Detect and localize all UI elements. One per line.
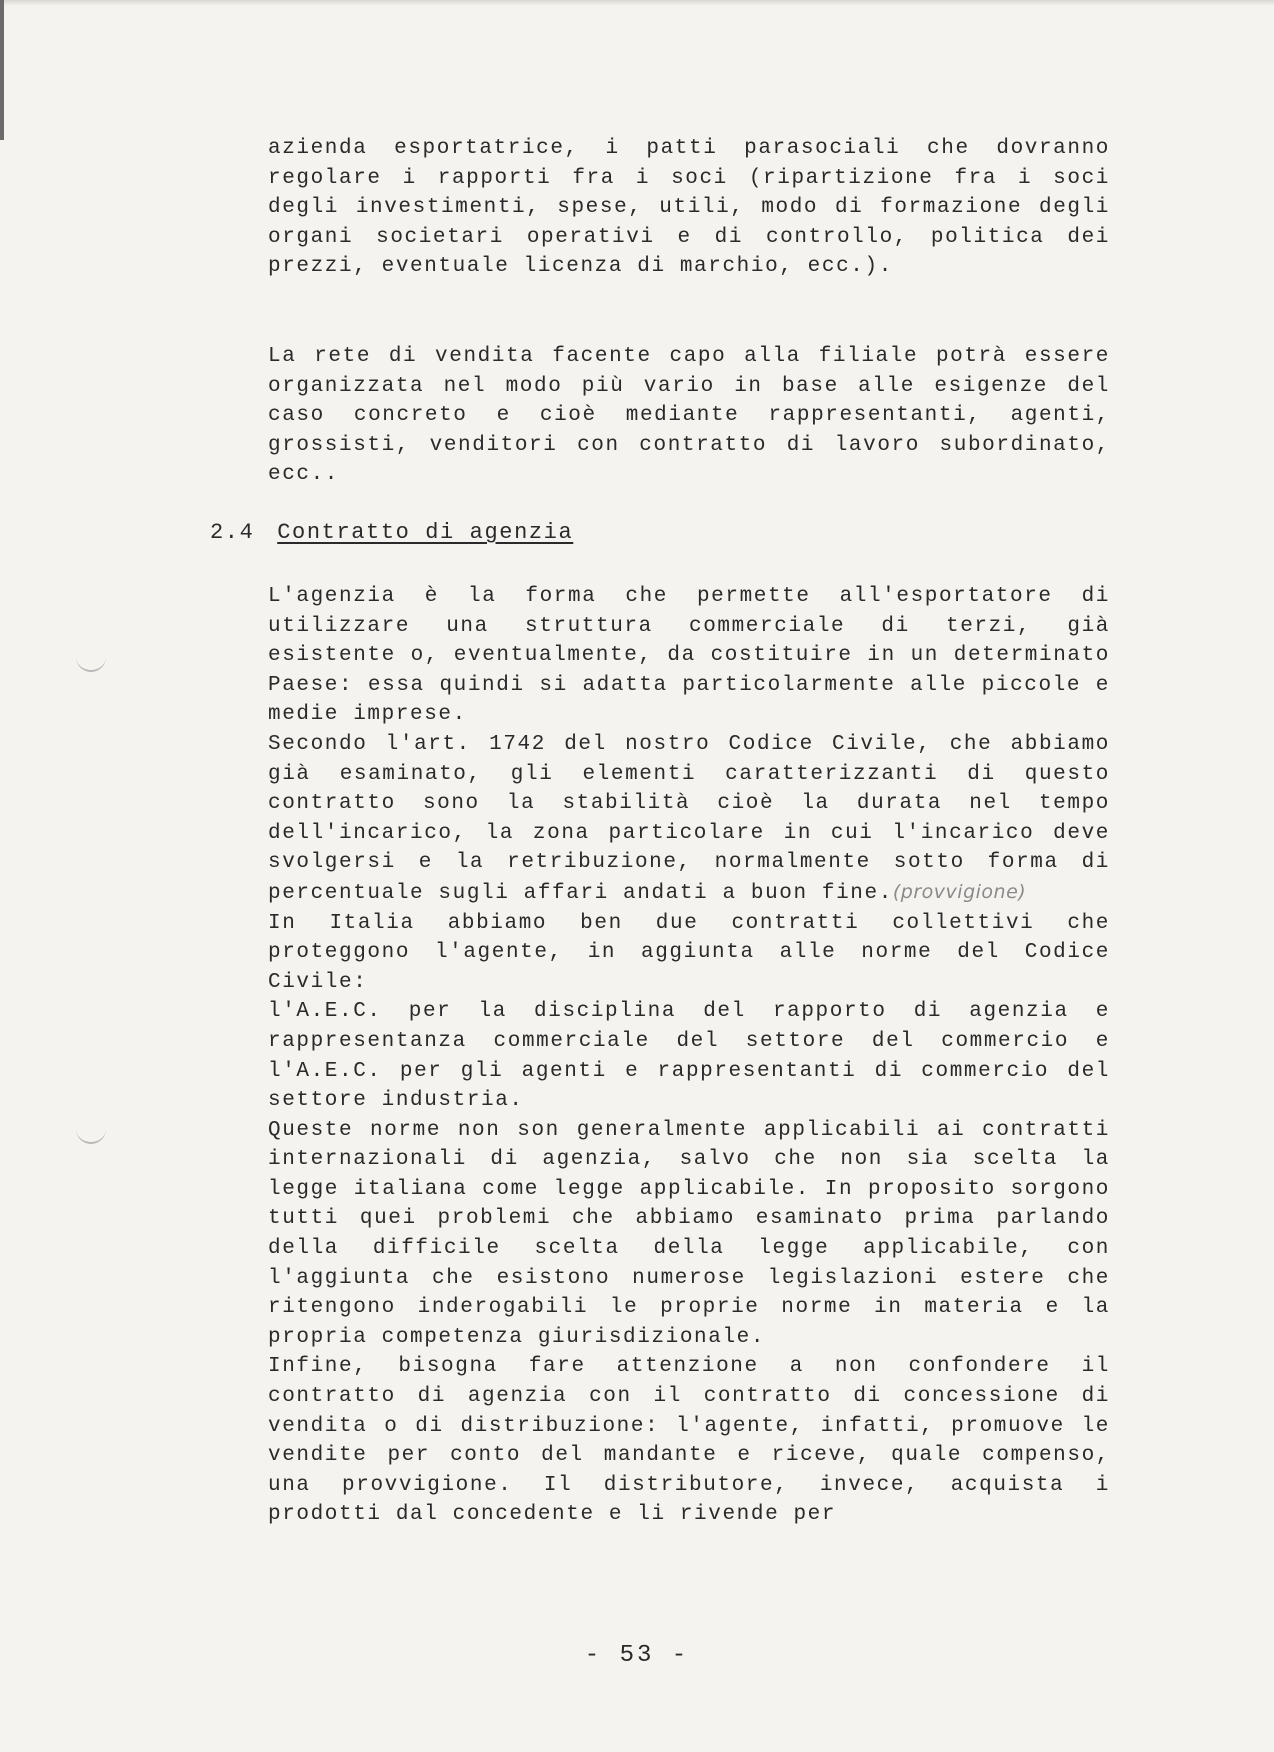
- paragraph: In Italia abbiamo ben due contratti collettivi che proteggono l'agente, in aggiunta alle norme del Codice Civile:: [268, 911, 1110, 994]
- paragraph: [268, 730, 1110, 909]
- paragraph: La rete di vendita facente capo alla filiale potrà essere organizzata nel modo più vario in base alle esigenze del caso concreto e cioè mediante rappresentanti, agenti, grossisti, venditori con contratto di lavoro subordinato, ecc..: [268, 345, 1110, 487]
- paragraph: L'agenzia è la forma che permette all'esportatore di utilizzare una struttura commerciale di terzi, già esistente o, eventualmente, da costituire in un determinato Paese: essa quindi si adatta particolarmente alle piccole e medie imprese.: [268, 585, 1110, 727]
- paragraph: azienda esportatrice, i patti parasociali che dovranno regolare i rapporti fra i soci (ripartizione fra i soci degli investimenti, spese, utili, modo di formazione degli organi societari operativi e di controllo, politica dei prezzi, eventuale licenza di marchio, ecc.).: [268, 137, 1110, 279]
- paragraph-block-3: [268, 582, 1110, 1530]
- paragraph: Queste norme non son generalmente applicabili ai contratti internazionali di agenzia, salvo che non sia scelta la legge italiana come legge applicabile. In proposito sorgono tutti quei problemi che abbiamo esaminato prima parlando della difficile scelta della legge applicabile, con l'aggiunta che esistono numerose legislazioni estere che ritengono inderogabili le proprie norme in materia e la propria competenza giurisdizionale.: [268, 1118, 1110, 1349]
- paragraph: l'A.E.C. per la disciplina del rapporto di agenzia e rappresentanza commerciale del settore del commercio e l'A.E.C. per gli agenti e rappresentanti di commercio del settore industria.: [268, 1000, 1110, 1113]
- paragraph-block-1: [268, 134, 1110, 282]
- section-number: 2.4: [210, 520, 255, 545]
- scan-shadow: [0, 0, 4, 140]
- paragraph: Infine, bisogna fare attenzione a non confondere il contratto di agenzia con il contratto di concessione di vendita o di distribuzione: l'agente, infatti, promuove le vendite per conto del mandante e riceve, quale compenso, una provvigione. Il distributore, invece, acquista i prodotti dal concedente e li rivende per: [268, 1355, 1110, 1527]
- page-number: - 53 -: [584, 1642, 690, 1669]
- punch-hole: [76, 650, 106, 672]
- punch-hole: [76, 1122, 106, 1144]
- paragraph-text: Secondo l'art. 1742 del nostro Codice Civile, che abbiamo già esaminato, gli elementi caratterizzanti di questo contratto sono la stabilità cioè la durata nel tempo dell'incarico, la zona particolare in cui l'incarico deve svolgersi e la retribuzione, normalmente sotto forma di percentuale sugli affari andati a buon fine.: [268, 732, 1110, 905]
- paragraph-block-2: [268, 342, 1110, 490]
- handwritten-note: (provvigione): [892, 880, 1027, 903]
- section-title: Contratto di agenzia: [277, 520, 574, 545]
- page-edge: [0, 0, 1274, 6]
- section-heading: [210, 520, 573, 545]
